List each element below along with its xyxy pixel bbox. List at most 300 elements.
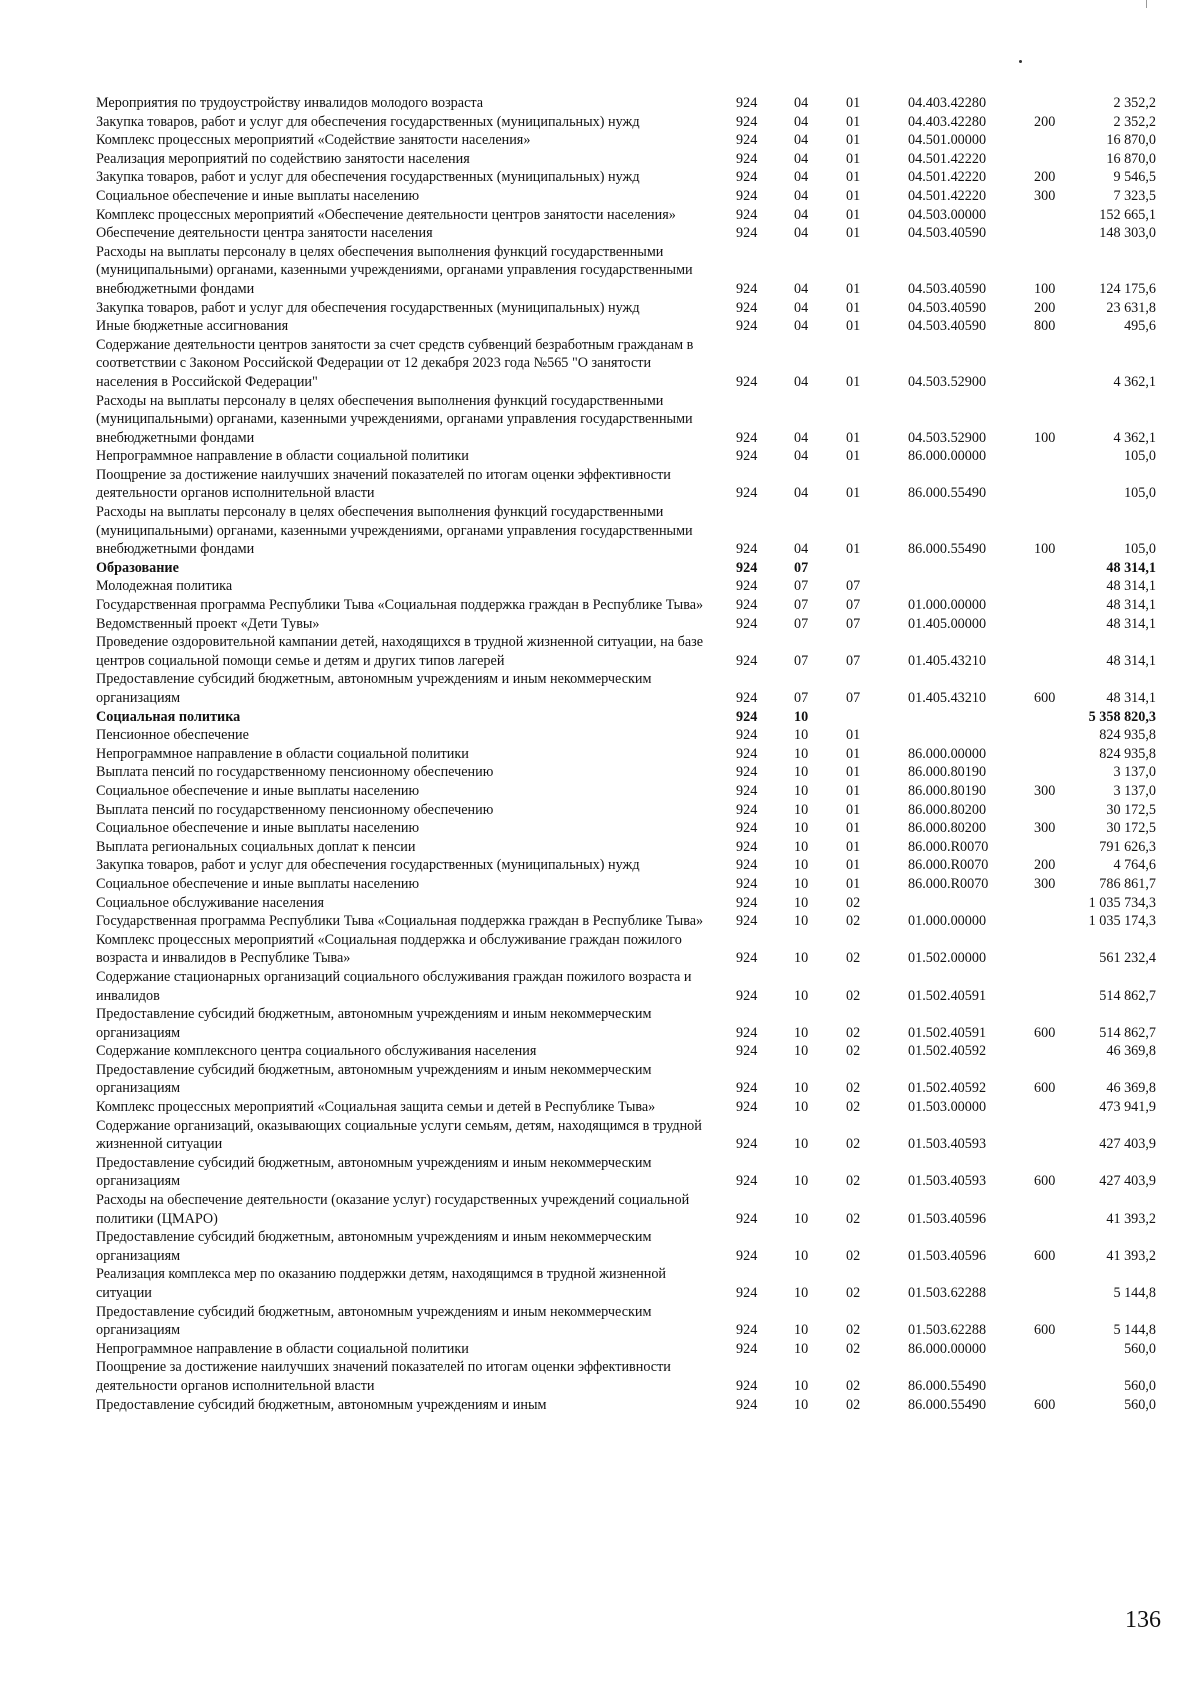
section-code: 10 xyxy=(794,1340,809,1357)
amount: 16 870,0 xyxy=(1106,132,1156,149)
amount: 4 362,1 xyxy=(1113,373,1156,390)
admin-code: 924 xyxy=(736,541,758,558)
row-name: Обеспечение деятельности центра занятости населения xyxy=(96,225,433,242)
expense-type-code xyxy=(1034,1340,1086,1359)
row-name: Содержание стационарных организаций социального обслуживания граждан пожилого возраста и инвалидов xyxy=(96,968,692,1004)
table-row xyxy=(96,1303,1156,1340)
target-article-code: 86.000.55490 xyxy=(908,1377,987,1394)
admin-code: 924 xyxy=(736,1136,758,1153)
section-code: 04 xyxy=(794,150,809,167)
amount: 427 403,9 xyxy=(1099,1136,1156,1153)
amount: 560,0 xyxy=(1124,1377,1156,1394)
amount: 560,0 xyxy=(1124,1396,1156,1413)
table-row xyxy=(96,670,1156,707)
section-code: 10 xyxy=(794,801,809,818)
target-article-code xyxy=(908,894,1034,913)
row-name: Комплекс процессных мероприятий «Содействие занятости населения» xyxy=(96,132,531,149)
amount: 2 352,2 xyxy=(1113,95,1156,111)
subsection-code: 07 xyxy=(846,690,861,706)
row-name: Содержание деятельности центров занятости за счет средств субвенций безработным гражданам в соответствии с Законом Российской Федерации от 12 декабря 2023 года №565 "О занятости населения в Российской Федерации" xyxy=(96,336,694,390)
target-article-code: 01.000.00000 xyxy=(908,913,987,930)
amount: 473 941,9 xyxy=(1099,1099,1156,1116)
admin-code: 924 xyxy=(736,764,758,781)
amount: 514 862,7 xyxy=(1099,1024,1156,1041)
expense-type-code: 600 xyxy=(1034,1080,1056,1097)
subsection-code: 01 xyxy=(846,95,861,111)
expense-type-code: 600 xyxy=(1034,1396,1056,1413)
row-name: Предоставление субсидий бюджетным, автономным учреждениям и иным некоммерческим организациям xyxy=(96,1061,652,1097)
section-code: 10 xyxy=(794,1173,809,1190)
target-article-code: 86.000.80190 xyxy=(908,764,987,781)
admin-code: 924 xyxy=(736,1210,758,1227)
admin-code: 924 xyxy=(736,875,758,892)
row-name: Поощрение за достижение наилучших значений показателей по итогам оценки эффективности деятельности органов исполнительной власти xyxy=(96,466,671,502)
amount: 5 358 820,3 xyxy=(1088,708,1156,725)
subsection-code: 02 xyxy=(846,1173,861,1190)
target-article-code: 86.000.00000 xyxy=(908,745,987,762)
section-code: 10 xyxy=(794,745,809,762)
expense-type-code xyxy=(1034,336,1086,392)
admin-code: 924 xyxy=(736,597,758,614)
section-code: 10 xyxy=(794,913,809,930)
expense-type-code xyxy=(1034,94,1086,113)
admin-code: 924 xyxy=(736,318,758,335)
table-row xyxy=(96,224,1156,243)
expense-type-code: 200 xyxy=(1034,857,1056,874)
row-name: Выплата пенсий по государственному пенсионному обеспечению xyxy=(96,801,494,818)
table-row xyxy=(96,243,1156,299)
target-article-code: 01.503.62288 xyxy=(908,1285,987,1301)
section-code: 07 xyxy=(794,615,809,632)
expense-type-code: 600 xyxy=(1034,1322,1056,1339)
admin-code: 924 xyxy=(736,1173,758,1190)
section-code: 07 xyxy=(794,597,809,614)
amount: 41 393,2 xyxy=(1106,1210,1156,1227)
table-row xyxy=(96,559,1156,578)
table-row xyxy=(96,113,1156,132)
row-name: Ведомственный проект «Дети Тувы» xyxy=(96,615,320,632)
section-code: 10 xyxy=(794,820,809,837)
amount: 105,0 xyxy=(1124,541,1156,558)
target-article-code: 01.503.40596 xyxy=(908,1210,987,1227)
target-article-code: 86.000.R0070 xyxy=(908,857,989,874)
section-code: 10 xyxy=(794,950,809,967)
admin-code: 924 xyxy=(736,727,758,744)
expense-type-code xyxy=(1034,745,1086,764)
row-name: Выплата региональных социальных доплат к пенсии xyxy=(96,838,416,855)
table-row xyxy=(96,392,1156,448)
expense-type-code xyxy=(1034,726,1086,745)
table-row xyxy=(96,1117,1156,1154)
amount: 48 314,1 xyxy=(1106,615,1156,632)
row-name: Закупка товаров, работ и услуг для обеспечения государственных (муниципальных) нужд xyxy=(96,857,640,874)
expense-type-code: 600 xyxy=(1034,1173,1056,1190)
section-code: 07 xyxy=(794,559,809,576)
budget-table xyxy=(96,94,1156,1414)
section-code: 04 xyxy=(794,280,809,297)
section-code: 04 xyxy=(794,187,809,204)
target-article-code: 86.000.80200 xyxy=(908,801,987,818)
section-code: 10 xyxy=(794,1285,809,1301)
table-row xyxy=(96,187,1156,206)
target-article-code: 01.405.00000 xyxy=(908,615,987,632)
table-row xyxy=(96,1228,1156,1265)
expense-type-code xyxy=(1034,447,1086,466)
admin-code: 924 xyxy=(736,615,758,632)
subsection-code: 07 xyxy=(846,597,861,614)
expense-type-code xyxy=(1034,1098,1086,1117)
table-row xyxy=(96,615,1156,634)
subsection-code: 02 xyxy=(846,987,861,1004)
section-code: 10 xyxy=(794,1377,809,1394)
table-row xyxy=(96,447,1156,466)
amount: 105,0 xyxy=(1124,448,1156,465)
subsection-code: 01 xyxy=(846,280,861,297)
subsection-code: 01 xyxy=(846,541,861,558)
subsection-code: 01 xyxy=(846,448,861,465)
admin-code: 924 xyxy=(736,485,758,502)
subsection-code: 02 xyxy=(846,1247,861,1264)
subsection-code: 01 xyxy=(846,429,861,446)
admin-code: 924 xyxy=(736,373,758,390)
table-row xyxy=(96,1098,1156,1117)
amount: 791 626,3 xyxy=(1099,838,1156,855)
row-name: Социальное обеспечение и иные выплаты населению xyxy=(96,875,420,892)
amount: 48 314,1 xyxy=(1106,652,1156,669)
expense-type-code xyxy=(1034,912,1086,931)
subsection-code: 01 xyxy=(846,727,861,744)
table-row xyxy=(96,708,1156,727)
section-code: 07 xyxy=(794,690,809,706)
target-article-code: 04.403.42280 xyxy=(908,113,987,130)
section-code: 04 xyxy=(794,169,809,186)
expense-type-code: 300 xyxy=(1034,820,1056,837)
section-code: 04 xyxy=(794,95,809,111)
expense-type-code xyxy=(1034,615,1086,634)
row-name: Расходы на обеспечение деятельности (оказание услуг) государственных учреждений социальной политики (ЦМАРО) xyxy=(96,1192,690,1227)
row-name: Образование xyxy=(96,559,179,576)
subsection-code: 01 xyxy=(846,745,861,762)
subsection-code: 02 xyxy=(846,1043,861,1060)
expense-type-code: 100 xyxy=(1034,280,1056,297)
table-row xyxy=(96,856,1156,875)
expense-type-code xyxy=(1034,838,1086,857)
amount: 105,0 xyxy=(1124,485,1156,502)
admin-code: 924 xyxy=(736,782,758,799)
target-article-code: 04.503.40590 xyxy=(908,299,987,316)
amount: 16 870,0 xyxy=(1106,150,1156,167)
section-code: 04 xyxy=(794,485,809,502)
section-code: 10 xyxy=(794,1396,809,1413)
subsection-code: 02 xyxy=(846,1285,861,1301)
admin-code: 924 xyxy=(736,1080,758,1097)
subsection-code xyxy=(846,559,908,578)
target-article-code: 86.000.80200 xyxy=(908,820,987,837)
table-row xyxy=(96,1005,1156,1042)
section-code: 10 xyxy=(794,727,809,744)
table-row xyxy=(96,336,1156,392)
section-code: 10 xyxy=(794,857,809,874)
row-name: Расходы на выплаты персоналу в целях обеспечения выполнения функций государственными (муниципальными) органами, казенными учреждениями, органами управления государственными внебюджетными фондами xyxy=(96,504,693,558)
subsection-code: 01 xyxy=(846,132,861,149)
amount: 3 137,0 xyxy=(1113,764,1156,781)
amount: 30 172,5 xyxy=(1106,820,1156,837)
expense-type-code xyxy=(1034,894,1086,913)
amount: 148 303,0 xyxy=(1099,225,1156,242)
admin-code: 924 xyxy=(736,95,758,111)
expense-type-code xyxy=(1034,1042,1086,1061)
row-name: Социальное обеспечение и иные выплаты населению xyxy=(96,187,420,204)
subsection-code: 02 xyxy=(846,913,861,930)
table-row xyxy=(96,801,1156,820)
row-name: Предоставление субсидий бюджетным, автономным учреждениям и иным некоммерческим организациям xyxy=(96,1229,652,1264)
target-article-code: 01.000.00000 xyxy=(908,597,987,614)
admin-code: 924 xyxy=(736,894,758,911)
target-article-code: 01.502.40591 xyxy=(908,987,987,1004)
section-code: 10 xyxy=(794,838,809,855)
subsection-code: 02 xyxy=(846,894,861,911)
row-name: Социальная политика xyxy=(96,708,241,725)
row-name: Реализация мероприятий по содействию занятости населения xyxy=(96,150,470,167)
subsection-code: 01 xyxy=(846,857,861,874)
amount: 46 369,8 xyxy=(1106,1043,1156,1060)
section-code: 10 xyxy=(794,987,809,1004)
table-row xyxy=(96,1154,1156,1191)
expense-type-code xyxy=(1034,968,1086,1005)
row-name: Выплата пенсий по государственному пенсионному обеспечению xyxy=(96,764,494,781)
admin-code: 924 xyxy=(736,987,758,1004)
table-row xyxy=(96,206,1156,225)
row-name: Иные бюджетные ассигнования xyxy=(96,318,289,335)
table-row xyxy=(96,633,1156,670)
amount: 7 323,5 xyxy=(1113,187,1156,204)
admin-code: 924 xyxy=(736,652,758,669)
scan-dot-mark xyxy=(1019,60,1022,63)
subsection-code: 01 xyxy=(846,764,861,781)
section-code: 07 xyxy=(794,578,809,595)
table-row xyxy=(96,912,1156,931)
target-article-code: 86.000.R0070 xyxy=(908,875,989,892)
amount: 5 144,8 xyxy=(1113,1285,1156,1301)
section-code: 10 xyxy=(794,1210,809,1227)
subsection-code: 01 xyxy=(846,801,861,818)
amount: 46 369,8 xyxy=(1106,1080,1156,1097)
table-row xyxy=(96,782,1156,801)
table-row xyxy=(96,1340,1156,1359)
amount: 48 314,1 xyxy=(1106,597,1156,614)
admin-code: 924 xyxy=(736,150,758,167)
target-article-code: 01.405.43210 xyxy=(908,690,987,706)
target-article-code: 86.000.00000 xyxy=(908,448,987,465)
admin-code: 924 xyxy=(736,280,758,297)
table-row xyxy=(96,838,1156,857)
target-article-code: 04.501.42220 xyxy=(908,169,987,186)
row-name: Комплекс процессных мероприятий «Социальная защита семьи и детей в Республике Тыва» xyxy=(96,1099,656,1116)
amount: 30 172,5 xyxy=(1106,801,1156,818)
subsection-code: 01 xyxy=(846,225,861,242)
amount: 495,6 xyxy=(1124,318,1156,335)
row-name: Предоставление субсидий бюджетным, автономным учреждениям и иным некоммерческим организациям xyxy=(96,1303,652,1339)
expense-type-code xyxy=(1034,466,1086,503)
subsection-code: 01 xyxy=(846,485,861,502)
expense-type-code xyxy=(1034,1265,1086,1302)
expense-type-code xyxy=(1034,596,1086,615)
table-row xyxy=(96,168,1156,187)
row-name: Социальное обеспечение и иные выплаты населению xyxy=(96,820,420,837)
target-article-code: 01.502.40591 xyxy=(908,1024,987,1041)
expense-type-code xyxy=(1034,131,1086,150)
amount: 824 935,8 xyxy=(1099,727,1156,744)
scan-edge-mark xyxy=(1146,0,1147,8)
subsection-code: 02 xyxy=(846,1024,861,1041)
admin-code: 924 xyxy=(736,745,758,762)
target-article-code: 04.503.40590 xyxy=(908,318,987,335)
expense-type-code xyxy=(1034,633,1086,670)
expense-type-code xyxy=(1034,1117,1086,1154)
target-article-code: 04.503.52900 xyxy=(908,373,987,390)
subsection-code: 07 xyxy=(846,615,861,632)
subsection-code: 02 xyxy=(846,1136,861,1153)
admin-code: 924 xyxy=(736,1340,758,1357)
admin-code: 924 xyxy=(736,1285,758,1301)
target-article-code: 04.503.00000 xyxy=(908,206,987,223)
expense-type-code: 100 xyxy=(1034,541,1056,558)
admin-code: 924 xyxy=(736,448,758,465)
row-name: Закупка товаров, работ и услуг для обеспечения государственных (муниципальных) нужд xyxy=(96,169,640,186)
amount: 2 352,2 xyxy=(1113,113,1156,130)
target-article-code: 86.000.00000 xyxy=(908,1340,987,1357)
target-article-code: 86.000.55490 xyxy=(908,1396,987,1413)
target-article-code xyxy=(908,726,1034,745)
amount: 4 764,6 xyxy=(1113,857,1156,874)
target-article-code: 04.503.52900 xyxy=(908,429,987,446)
table-row xyxy=(96,1396,1156,1415)
subsection-code: 01 xyxy=(846,318,861,335)
admin-code: 924 xyxy=(736,299,758,316)
section-code: 04 xyxy=(794,206,809,223)
row-name: Комплекс процессных мероприятий «Социальная поддержка и обслуживание граждан пожилого возраста и инвалидов в Республике Тыва» xyxy=(96,931,682,967)
section-code: 04 xyxy=(794,113,809,130)
subsection-code xyxy=(846,708,908,727)
target-article-code: 01.502.40592 xyxy=(908,1043,987,1060)
admin-code: 924 xyxy=(736,838,758,855)
admin-code: 924 xyxy=(736,857,758,874)
expense-type-code xyxy=(1034,559,1086,578)
admin-code: 924 xyxy=(736,708,758,725)
section-code: 04 xyxy=(794,225,809,242)
amount: 1 035 174,3 xyxy=(1088,913,1156,930)
subsection-code: 01 xyxy=(846,838,861,855)
page-number: 136 xyxy=(1125,1607,1161,1633)
subsection-code: 01 xyxy=(846,875,861,892)
table-row xyxy=(96,503,1156,559)
amount: 514 862,7 xyxy=(1099,987,1156,1004)
section-code: 10 xyxy=(794,1136,809,1153)
row-name: Поощрение за достижение наилучших значений показателей по итогам оценки эффективности деятельности органов исполнительной власти xyxy=(96,1359,671,1394)
subsection-code: 07 xyxy=(846,578,861,595)
target-article-code: 01.405.43210 xyxy=(908,652,987,669)
row-name: Содержание организаций, оказывающих социальные услуги семьям, детям, находящимся в трудной жизненной ситуации xyxy=(96,1117,702,1153)
expense-type-code xyxy=(1034,801,1086,820)
target-article-code: 01.503.40596 xyxy=(908,1247,987,1264)
admin-code: 924 xyxy=(736,187,758,204)
table-row xyxy=(96,596,1156,615)
expense-type-code: 300 xyxy=(1034,875,1056,892)
target-article-code: 01.503.40593 xyxy=(908,1173,987,1190)
row-name: Социальное обслуживание населения xyxy=(96,894,324,911)
amount: 48 314,1 xyxy=(1106,690,1156,706)
expense-type-code xyxy=(1034,708,1086,727)
table-row xyxy=(96,894,1156,913)
row-name: Предоставление субсидий бюджетным, автономным учреждениям и иным некоммерческим организациям xyxy=(96,1006,652,1041)
subsection-code: 02 xyxy=(846,1396,861,1413)
target-article-code: 86.000.R0070 xyxy=(908,838,989,855)
row-name: Мероприятия по трудоустройству инвалидов молодого возраста xyxy=(96,95,484,111)
subsection-code: 01 xyxy=(846,206,861,223)
admin-code: 924 xyxy=(736,820,758,837)
table-row xyxy=(96,1191,1156,1228)
subsection-code: 01 xyxy=(846,113,861,130)
target-article-code xyxy=(908,708,1034,727)
section-code: 04 xyxy=(794,318,809,335)
target-article-code: 01.503.62288 xyxy=(908,1322,987,1339)
section-code: 10 xyxy=(794,764,809,781)
amount: 48 314,1 xyxy=(1106,559,1156,576)
amount: 9 546,5 xyxy=(1113,169,1156,186)
target-article-code: 04.501.00000 xyxy=(908,132,987,149)
expense-type-code: 600 xyxy=(1034,690,1056,706)
table-row xyxy=(96,317,1156,336)
target-article-code xyxy=(908,577,1034,596)
admin-code: 924 xyxy=(736,1099,758,1116)
admin-code: 924 xyxy=(736,225,758,242)
section-code: 07 xyxy=(794,652,809,669)
expense-type-code: 100 xyxy=(1034,429,1056,446)
table-row xyxy=(96,94,1156,113)
row-name: Расходы на выплаты персоналу в целях обеспечения выполнения функций государственными (муниципальными) органами, казенными учреждениями, органами управления государственными внебюджетными фондами xyxy=(96,392,693,446)
subsection-code: 01 xyxy=(846,820,861,837)
section-code: 10 xyxy=(794,1080,809,1097)
row-name: Непрограммное направление в области социальной политики xyxy=(96,745,469,762)
target-article-code: 86.000.55490 xyxy=(908,541,987,558)
admin-code: 924 xyxy=(736,1043,758,1060)
expense-type-code xyxy=(1034,224,1086,243)
target-article-code: 01.503.00000 xyxy=(908,1099,987,1116)
section-code: 04 xyxy=(794,373,809,390)
subsection-code: 02 xyxy=(846,1340,861,1357)
table-row xyxy=(96,968,1156,1005)
expense-type-code: 800 xyxy=(1034,318,1056,335)
section-code: 10 xyxy=(794,1024,809,1041)
admin-code: 924 xyxy=(736,801,758,818)
amount: 5 144,8 xyxy=(1113,1322,1156,1339)
target-article-code: 01.502.40592 xyxy=(908,1080,987,1097)
admin-code: 924 xyxy=(736,1322,758,1339)
table-row xyxy=(96,763,1156,782)
row-name: Расходы на выплаты персоналу в целях обеспечения выполнения функций государственными (муниципальными) органами, казенными учреждениями, органами управления государственными внебюджетными фондами xyxy=(96,243,693,297)
admin-code: 924 xyxy=(736,132,758,149)
row-name: Государственная программа Республики Тыва «Социальная поддержка граждан в Республике Тыва» xyxy=(96,597,704,614)
table-row xyxy=(96,150,1156,169)
admin-code: 924 xyxy=(736,1247,758,1264)
target-article-code: 04.503.40590 xyxy=(908,280,987,297)
expense-type-code: 200 xyxy=(1034,113,1056,130)
expense-type-code xyxy=(1034,763,1086,782)
table-row xyxy=(96,819,1156,838)
subsection-code: 01 xyxy=(846,373,861,390)
section-code: 04 xyxy=(794,132,809,149)
section-code: 04 xyxy=(794,429,809,446)
